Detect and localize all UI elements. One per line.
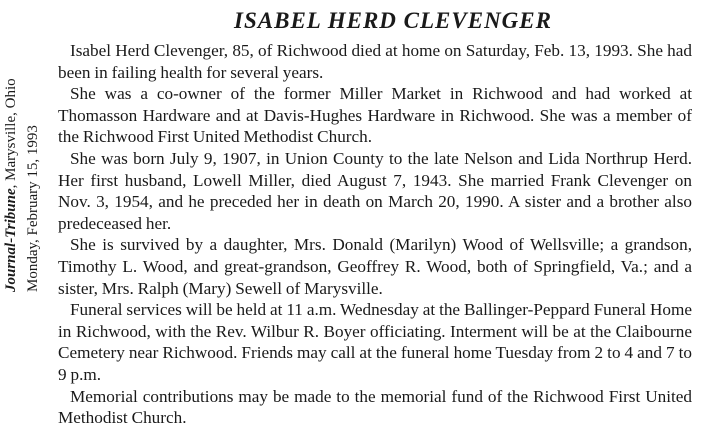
publication-source-line bbox=[2, 78, 20, 292]
obituary-article bbox=[58, 6, 692, 429]
paragraph-funeral-services: Funeral services will be held at 11 a.m. Wednesday at the Ballinger-Peppard Funeral Home in Richwood, with the Rev. Wilbur R. Boyer officiating. Interment will be at the Claibourne Cemetery near Richwood. Friends may call at the funeral home Tuesday from 2 to 4 and 7 to 9 p.m. bbox=[58, 300, 692, 384]
paragraph-career: She was a co-owner of the former Miller Market in Richwood and had worked at Thomasson Hardware and at Davis-Hughes Hardware in Richwood. She was a member of the Richwood First United Methodist Church. bbox=[58, 84, 692, 147]
paragraph-death-notice: Isabel Herd Clevenger, 85, of Richwood died at home on Saturday, Feb. 13, 1993. She had been in failing health for several years. bbox=[58, 41, 692, 82]
paragraph-survivors: She is survived by a daughter, Mrs. Donald (Marilyn) Wood of Wellsville; a grandson, Timothy L. Wood, and great-grandson, Geoffrey R. Wood, both of Springfield, Va.; and a sister, Mrs. Ralph (Mary) Sewell of Marysville. bbox=[58, 235, 692, 298]
publication-date: Monday, February 15, 1993 bbox=[25, 125, 41, 292]
newspaper-location: , Marysville, Ohio bbox=[3, 78, 19, 189]
publication-sidebar bbox=[2, 0, 46, 320]
paragraph-memorial-contributions: Memorial contributions may be made to the memorial fund of the Richwood First United Methodist Church. bbox=[58, 386, 692, 428]
newspaper-name: Journal-Tribune bbox=[3, 188, 19, 292]
paragraph-family-history: She was born July 9, 1907, in Union County to the late Nelson and Lida Northrup Herd. Her first husband, Lowell Miller, died August 7, 1943. She married Frank Clevenger on Nov. 3, 1954, and he preceded her in death on March 20, 1990. A sister and a brother also predeceased her. bbox=[58, 148, 692, 233]
obituary-headline: ISABEL HERD CLEVENGER bbox=[234, 8, 552, 33]
